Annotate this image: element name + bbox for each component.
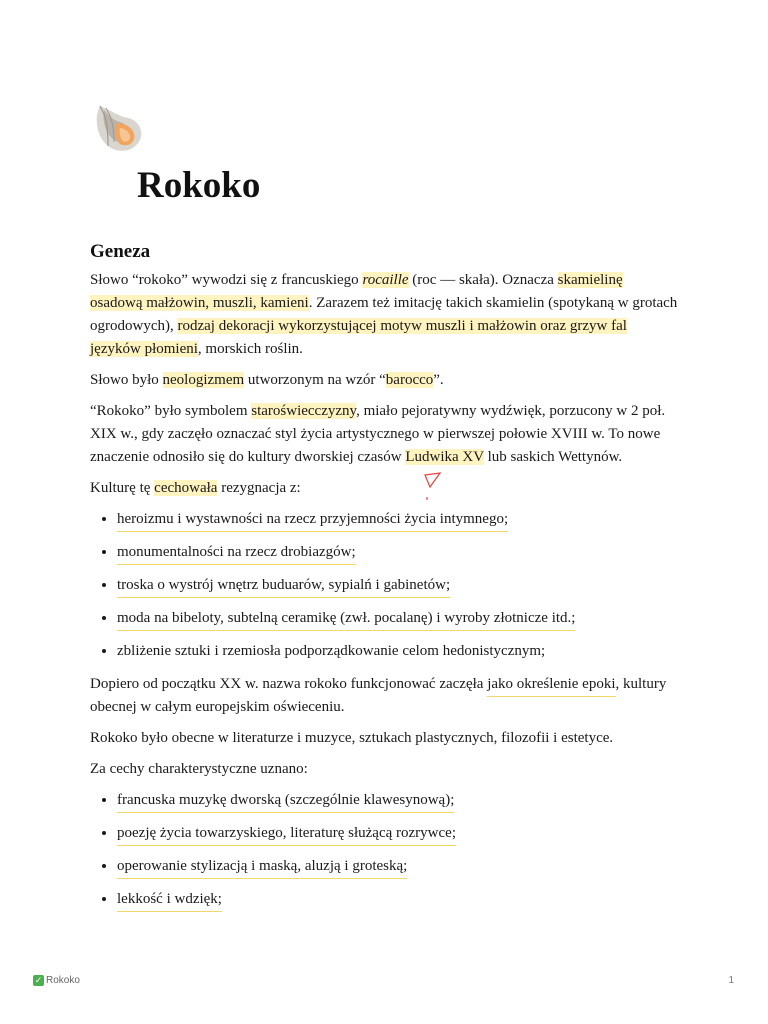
list-text: zbliżenie sztuki i rzemiosła podporządkowanie celom hedonistycznym; [117, 643, 546, 659]
footer [33, 975, 80, 986]
page-title: Rokoko [137, 165, 261, 206]
list-item [117, 855, 678, 878]
underline: francuska muzykę dworską (szczególnie klawesynową); [117, 792, 454, 813]
paragraph-origin [90, 269, 678, 361]
list-resignation [90, 508, 678, 663]
text: utworzonym na wzór “ [244, 372, 386, 388]
underline: heroizmu i wystawności na rzecz przyjemności życia intymnego; [117, 511, 508, 532]
list-item [117, 508, 678, 531]
paragraph-presence: Rokoko było obecne w literaturze i muzyce, sztukach plastycznych, filozofii i estetyce. [90, 730, 614, 746]
underline: jako określenie epoki [487, 676, 615, 697]
list-item [117, 888, 678, 911]
annotation-mark [674, 0, 694, 2]
text: Kulturę tę [90, 480, 155, 496]
underline: monumentalności na rzecz drobiazgów; [117, 544, 356, 565]
text: Dopiero od początku XX w. nazwa rokoko funkcjonować zaczęła [90, 676, 488, 692]
underline: operowanie stylizacją i maską, aluzją i groteską; [117, 858, 407, 879]
list-features [90, 789, 678, 911]
text: , miało pejoratywny wydźwięk, porzucony w 2 poł. XIX w., gdy zaczęło oznaczać styl życia artystycznego w pierwszej połowie XVIII w. To nowe znaczenie odnosiło się do kultury dworskiej czasów [90, 403, 666, 465]
highlight: staroświecczyzny [251, 403, 357, 419]
annotation-flag-icon [422, 471, 444, 503]
text: , morskich roślin. [197, 341, 303, 357]
paragraph-epoch [90, 673, 678, 719]
text: Słowo “rokoko” wywodzi się z francuskiego [90, 272, 363, 288]
document-body [90, 240, 678, 921]
text: “Rokoko” było symbolem [90, 403, 252, 419]
paragraph-neologism [90, 369, 678, 392]
text: lub saskich Wettynów. [483, 449, 623, 465]
underline: moda na bibeloty, subtelną ceramikę (zwł. pocalanę) i wyroby złotnicze itd.; [117, 610, 575, 631]
text: Słowo było [90, 372, 163, 388]
paragraph-culture [90, 477, 678, 500]
highlight: rocaille [362, 272, 409, 288]
text: . Zarazem też imitację takich skamielin (spotykaną w grotach ogrodowych), [90, 295, 678, 334]
highlight: Ludwika XV [405, 449, 484, 465]
list-item [117, 541, 678, 564]
page-number: 1 [728, 975, 734, 986]
text: rezygnacja z: [217, 480, 301, 496]
text: (roc — skała). Oznacza [408, 272, 558, 288]
highlight: rodzaj dekoracji wykorzystującej motyw muszli i małżowin oraz grzyw fal języków płomieni [90, 318, 627, 357]
underline: poezję życia towarzyskiego, literaturę służącą rozrywce; [117, 825, 456, 846]
text: , kultury obecnej w całym europejskim oświeceniu. [90, 676, 667, 715]
footer-label: Rokoko [46, 975, 80, 986]
paragraph-symbol [90, 400, 678, 469]
underline: lekkość i wdzięk; [117, 891, 222, 912]
section-heading: Geneza [90, 241, 151, 262]
shell-icon [92, 100, 144, 154]
list-item [117, 789, 678, 812]
highlight: barocco [385, 372, 434, 388]
list-item [117, 574, 678, 597]
check-icon: ✓ [34, 975, 43, 985]
list-item [117, 607, 678, 630]
underline: troska o wystrój wnętrz buduarów, sypialń i gabinetów; [117, 577, 450, 598]
text: ”. [433, 372, 444, 388]
list-item [117, 640, 678, 663]
highlight: neologizmem [162, 372, 245, 388]
highlight: cechowała [154, 480, 218, 496]
paragraph-features: Za cechy charakterystyczne uznano: [90, 761, 308, 777]
list-item [117, 822, 678, 845]
highlight: skamielinę osadową małżowin, muszli, kamieni [90, 272, 623, 311]
